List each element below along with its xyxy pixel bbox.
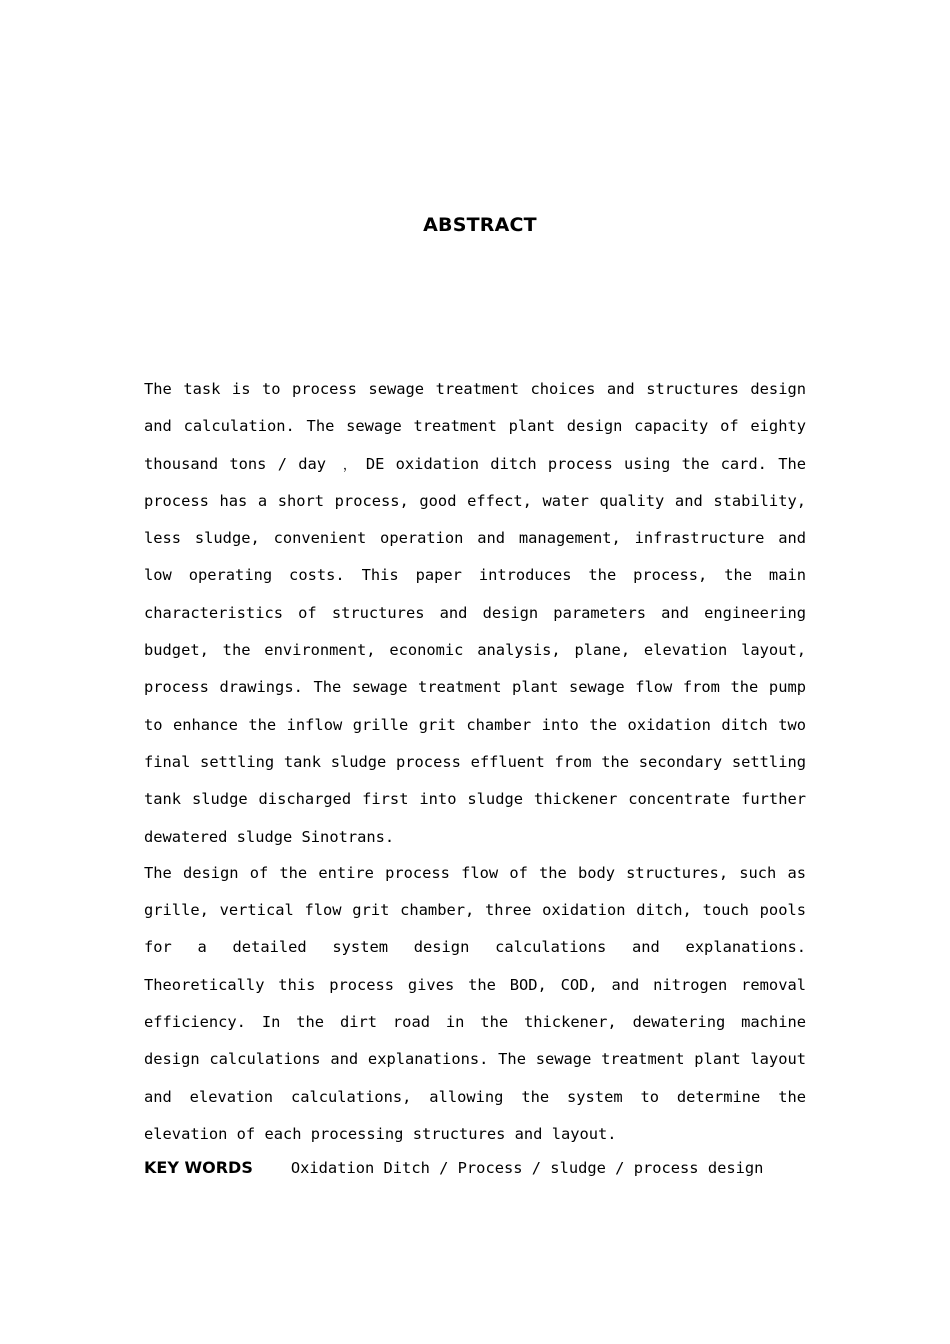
keywords-label: KEY WORDS bbox=[144, 1158, 253, 1177]
page-title: ABSTRACT bbox=[423, 214, 537, 236]
abstract-body bbox=[144, 371, 806, 1153]
keywords-text: Oxidation Ditch / Process / sludge / process design bbox=[290, 1159, 764, 1177]
abstract-paragraph-1: The task is to process sewage treatment choices and structures design and calculation. The sewage treatment plant design capacity of eighty thousand tons / day ﹐ DE oxidation ditch process using the card. The process has a short process, good effect, water quality and stability, less sludge, convenient operation and management, infrastructure and low operating costs. This paper introduces the process, the main characteristics of structures and design parameters and engineering budget, the environment, economic analysis, plane, elevation layout, process drawings. The sewage treatment plant sewage flow from the pump to enhance the inflow grille grit chamber into the oxidation ditch two final settling tank sludge process effluent from the secondary settling tank sludge discharged first into sludge thickener concentrate further dewatered sludge Sinotrans. bbox=[144, 380, 806, 846]
abstract-paragraph-2: The design of the entire process flow of the body structures, such as grille, vertical flow grit chamber, three oxidation ditch, touch pools for a detailed system design calculations and explanations. Theoretically this process gives the BOD, COD, and nitrogen removal efficiency. In the dirt road in the thickener, dewatering machine design calculations and explanations. The sewage treatment plant layout and elevation calculations, allowing the system to determine the elevation of each processing structures and layout. bbox=[144, 863, 806, 1143]
keywords-line bbox=[144, 1158, 763, 1177]
